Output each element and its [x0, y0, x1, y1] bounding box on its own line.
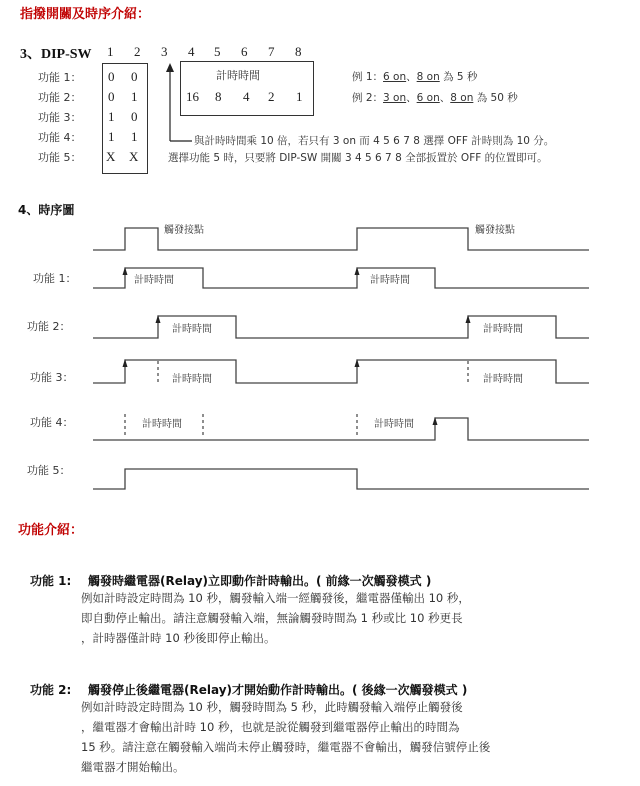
example-switch: 8 on	[450, 92, 474, 104]
timer-weight: 2	[268, 89, 275, 104]
switch-bit: 0	[131, 109, 138, 124]
start-arrow-icon	[123, 267, 128, 275]
intro-heading: 功能介紹：	[18, 523, 84, 538]
function5-waveform	[93, 469, 589, 489]
example-separator: 、	[439, 92, 451, 104]
timer-weight: 16	[186, 89, 199, 104]
function2-description	[81, 697, 490, 777]
description-line: 例如計時設定時間為 10 秒，觸發時間為 5 秒，此時觸發輸入端停止觸發後	[81, 700, 463, 714]
page-heading: 指撥開關及時序介紹：	[20, 7, 151, 22]
start-arrow-icon	[433, 417, 438, 425]
row-label: 功能 1：	[33, 272, 77, 285]
function-label: 功能 5：	[38, 151, 82, 164]
example-2	[352, 90, 518, 105]
start-arrow-icon	[466, 315, 471, 323]
switch-bit: 0	[131, 69, 138, 84]
example-switch: 6 on	[383, 71, 407, 83]
note-function5: 選擇功能 5 時，只要將 DIP-SW 開關 3 4 5 6 7 8 全部扳置於 OFF 的位置即可。	[168, 152, 548, 164]
timer-label: 計時時間	[483, 324, 523, 335]
switch-number: 8	[295, 44, 302, 59]
description-line: 例如計時設定時間為 10 秒，觸發輸入端一經觸發後，繼電器僅輸出 10 秒，	[81, 591, 470, 605]
switch-bit: X	[106, 149, 116, 164]
timer-label: 計時時間	[142, 419, 182, 430]
switch-bit: 0	[108, 89, 115, 104]
example-switch: 8 on	[416, 71, 440, 83]
switch-number: 3	[161, 44, 168, 59]
switch-number: 6	[241, 44, 248, 59]
function1-headline: 觸發時繼電器(Relay)立即動作計時輸出。( 前緣一次觸發模式 )	[88, 574, 432, 588]
timer-weight: 8	[215, 89, 222, 104]
timer-label: 計時時間	[370, 275, 410, 286]
timer-weight: 1	[296, 89, 303, 104]
trigger-label: 觸發接點	[164, 225, 204, 236]
start-arrow-icon	[123, 359, 128, 367]
switch-number: 7	[268, 44, 275, 59]
start-arrow-icon	[355, 359, 360, 367]
timer-box-title: 計時時間	[216, 69, 260, 82]
timer-label: 計時時間	[483, 374, 523, 385]
example-separator: 、	[406, 92, 417, 104]
row-label: 功能 3：	[30, 371, 74, 384]
example-separator: 、	[406, 71, 417, 83]
dip-section-title: 3、DIP-SW	[20, 47, 92, 62]
timer-label: 計時時間	[374, 419, 414, 430]
switch-number: 2	[134, 44, 141, 59]
switch-bit: 1	[108, 129, 115, 144]
timer-label: 計時時間	[172, 324, 212, 335]
arrow-head-icon	[166, 63, 174, 72]
description-line: 繼電器才開始輸出。	[81, 760, 185, 774]
function1-description	[81, 588, 470, 648]
timer-label: 計時時間	[134, 275, 174, 286]
example-switch: 3 on	[383, 92, 407, 104]
switch-bit: 1	[108, 109, 115, 124]
example-prefix: 例 1：	[352, 71, 384, 83]
trigger-label: 觸發接點	[475, 225, 515, 236]
switch-number: 4	[188, 44, 195, 59]
switch-bit: 1	[131, 129, 138, 144]
example-result: 為 5 秒	[439, 71, 478, 83]
row-label: 功能 2：	[27, 320, 71, 333]
timer-weight: 4	[243, 89, 250, 104]
row-label: 功能 4：	[30, 416, 74, 429]
description-line: 即自動停止輸出。請注意觸發輸入端，無論觸發時間為 1 秒或比 10 秒更長	[81, 611, 463, 625]
example-result: 為 50 秒	[473, 92, 518, 104]
switch-bit: X	[129, 149, 139, 164]
function-label: 功能 3：	[38, 111, 82, 124]
function-label: 功能 1：	[38, 71, 82, 84]
description-line: ，繼電器才會輸出計時 10 秒，也就是說從觸發到繼電器停止輸出的時間為	[81, 720, 460, 734]
example-switch: 6 on	[416, 92, 440, 104]
note-multiplier: 與計時時間乘 10 倍，若只有 3 on 而 4 5 6 7 8 選擇 OFF 計時則為 10 分。	[194, 135, 555, 147]
start-arrow-icon	[355, 267, 360, 275]
description-line: ，計時器僅計時 10 秒後即停止輸出。	[81, 631, 276, 645]
example-1	[352, 69, 477, 84]
switch-bit: 1	[131, 89, 138, 104]
switch-number: 5	[214, 44, 221, 59]
start-arrow-icon	[156, 315, 161, 323]
function2-headline: 觸發停止後繼電器(Relay)才開始動作計時輸出。( 後緣一次觸發模式 )	[88, 683, 468, 697]
function2-title: 功能 2:	[30, 683, 72, 697]
example-prefix: 例 2：	[352, 92, 384, 104]
switch-bit: 0	[108, 69, 115, 84]
function-label: 功能 2：	[38, 91, 82, 104]
timing-section-title: 4、時序圖	[18, 203, 75, 217]
timer-label: 計時時間	[172, 374, 212, 385]
row-label: 功能 5：	[27, 464, 71, 477]
function1-title: 功能 1:	[30, 574, 72, 588]
description-line: 15 秒。請注意在觸發輸入端尚未停止觸發時，繼電器不會輸出，觸發信號停止後	[81, 740, 491, 754]
function-label: 功能 4：	[38, 131, 82, 144]
switch-number: 1	[107, 44, 114, 59]
